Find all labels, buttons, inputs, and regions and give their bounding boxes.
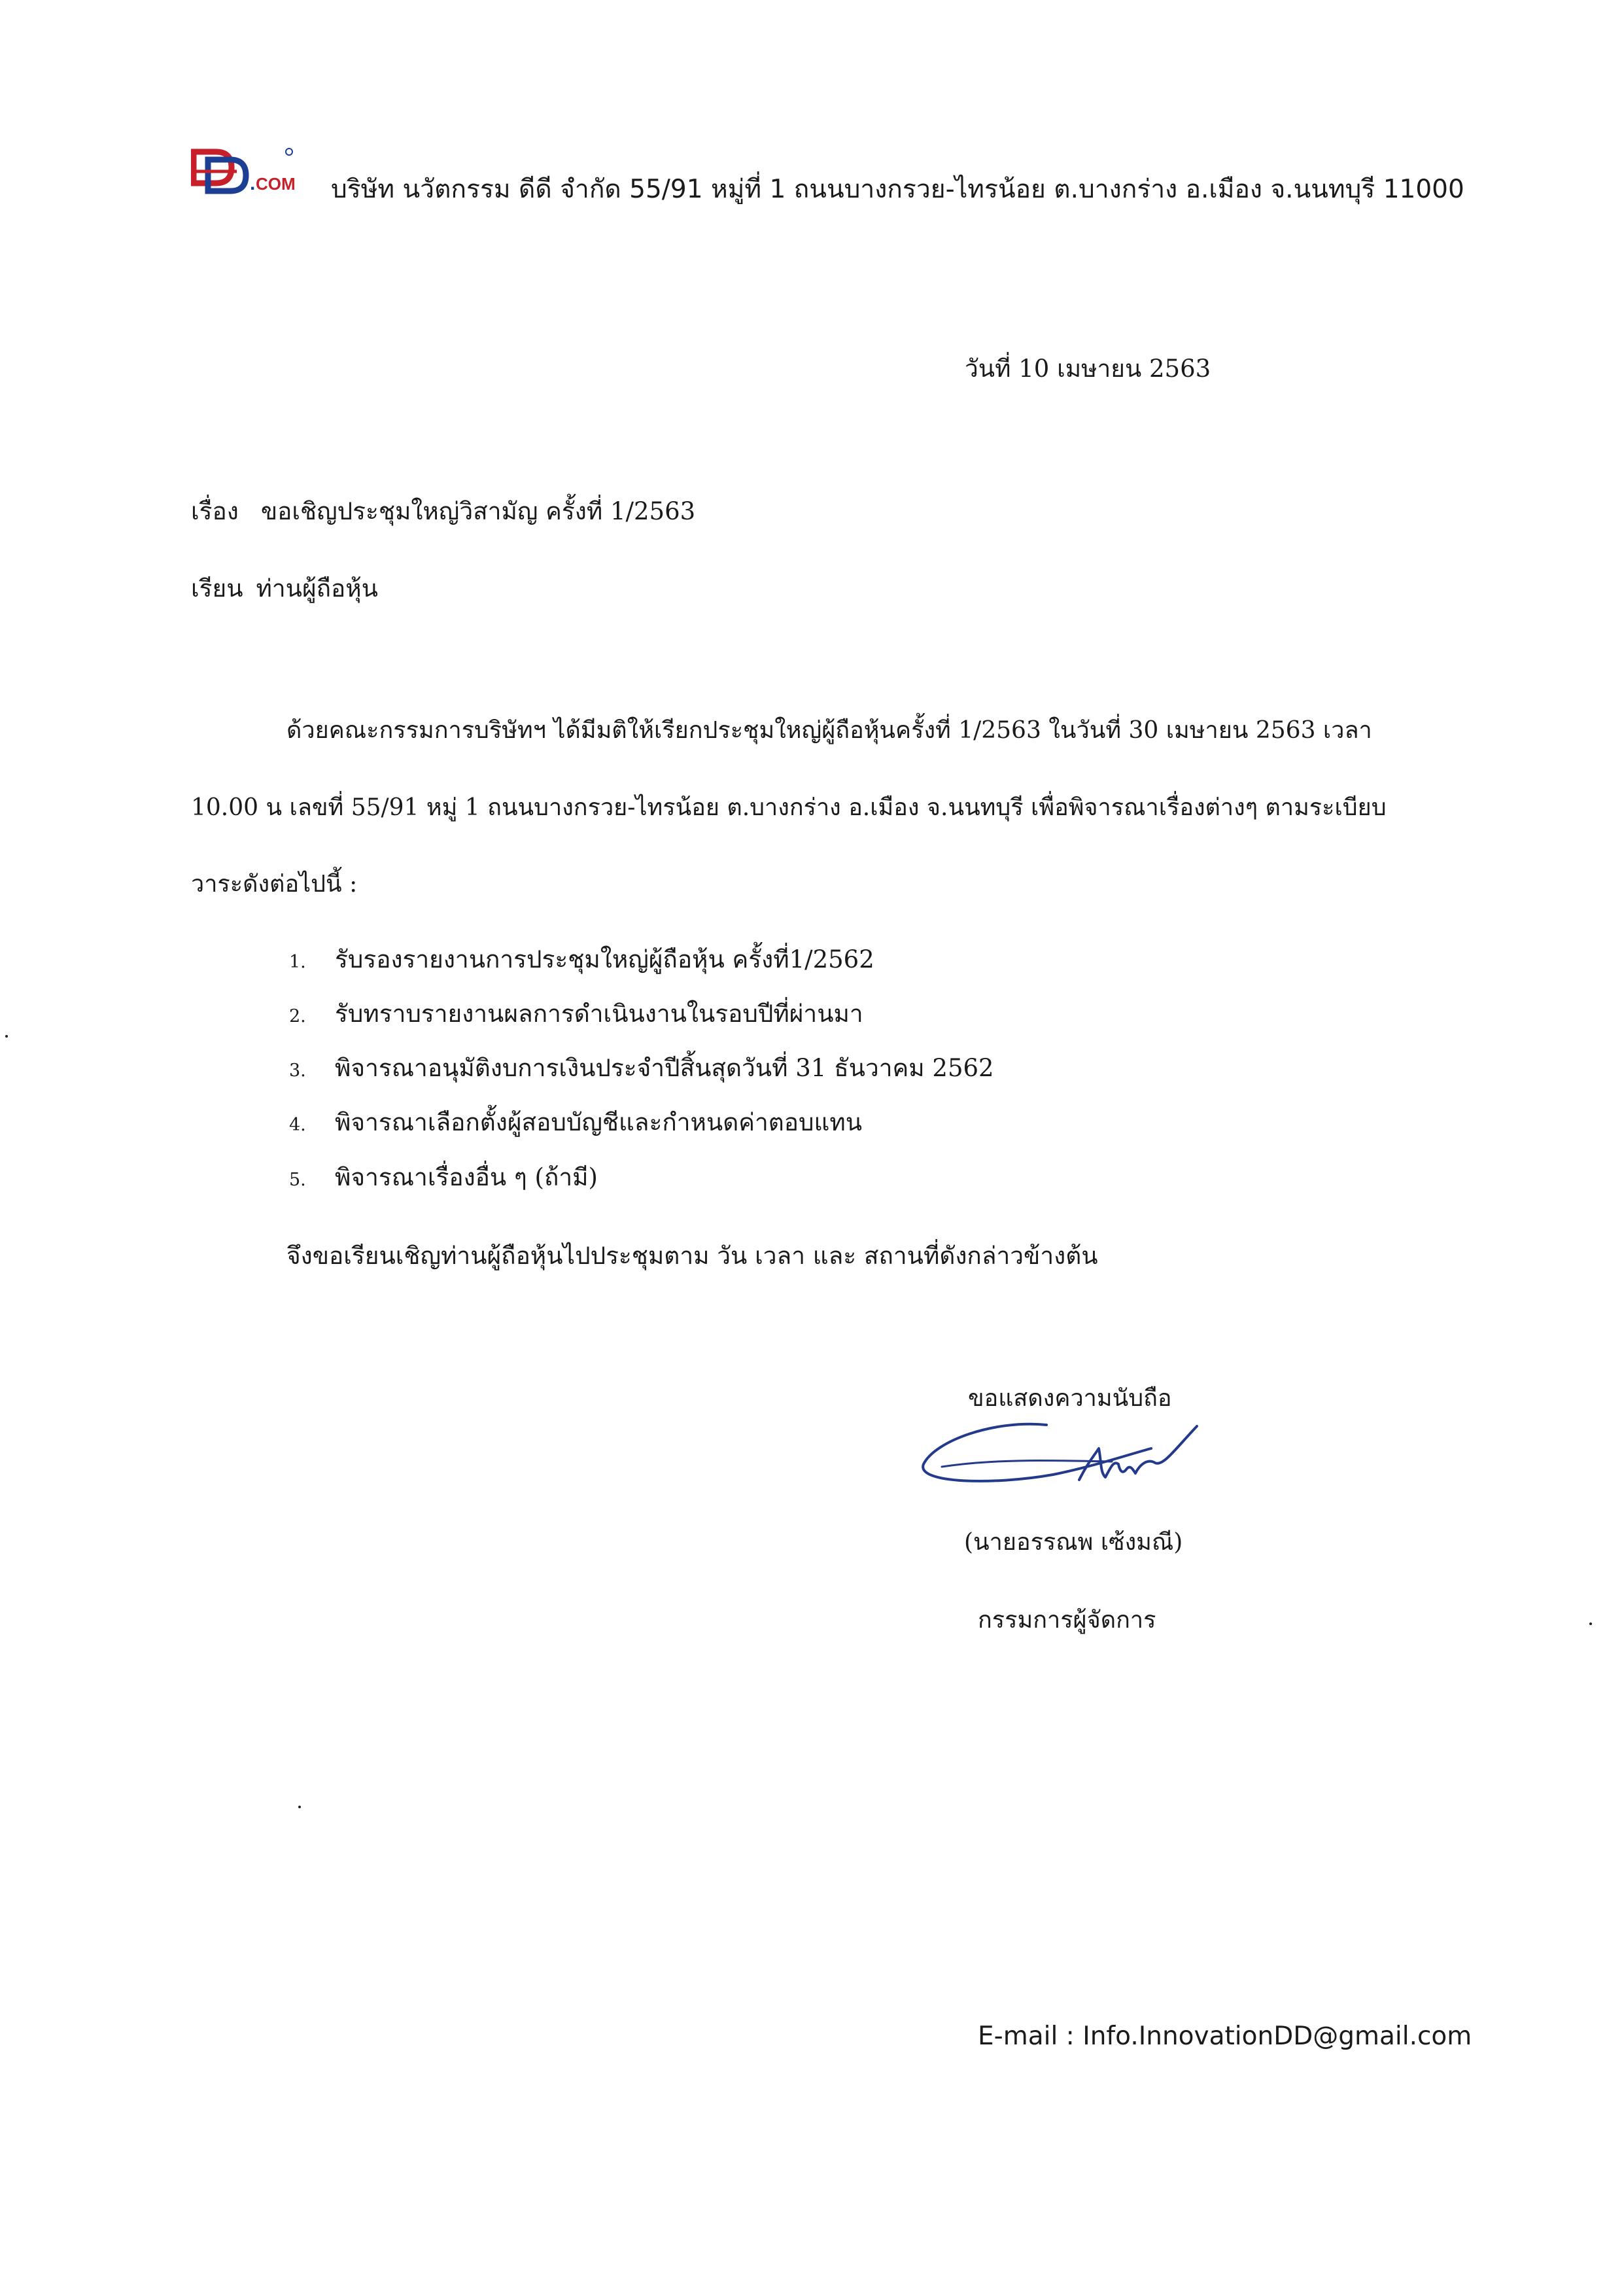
agenda-number: 5. xyxy=(289,1170,306,1190)
agenda-text: รับรองรายงานการประชุมใหญ่ผู้ถือหุ้น ครั้งที่1/2562 xyxy=(335,945,874,973)
scan-speck xyxy=(5,1035,8,1038)
closing-sentence: จึงขอเรียนเชิญท่านผู้ถือหุ้นไปประชุมตาม วัน เวลา และ สถานที่ดังกล่าวข้างต้น xyxy=(286,1242,1098,1270)
document-date: วันที่ 10 เมษายน 2563 xyxy=(965,355,1211,383)
signer-name: (นายอรรณพ เซ้งมณี) xyxy=(964,1529,1183,1556)
recipient-line xyxy=(191,569,378,608)
signature-icon xyxy=(916,1407,1223,1505)
subject-line xyxy=(191,492,695,531)
signer-position: กรรมการผู้จัดการ xyxy=(978,1607,1156,1634)
body-paragraph-line-1: ด้วยคณะกรรมการบริษัทฯ ได้มีมติให้เรียกประชุมใหญ่ผู้ถือหุ้นครั้งที่ 1/2563 ในวันที่ 30 เมษายน 2563 เวลา xyxy=(286,717,1372,744)
agenda-number: 4. xyxy=(289,1115,306,1135)
regards-line: ขอแสดงความนับถือ xyxy=(968,1385,1172,1412)
agenda-number: 1. xyxy=(289,952,306,972)
recipient-label: เรียน xyxy=(191,574,243,603)
svg-text:COM: COM xyxy=(256,174,296,194)
agenda-number: 3. xyxy=(289,1060,306,1081)
agenda-item xyxy=(289,940,874,979)
company-logo xyxy=(191,143,303,196)
subject-label: เรื่อง xyxy=(191,497,239,525)
agenda-number: 2. xyxy=(289,1006,306,1026)
agenda-item xyxy=(289,1158,598,1197)
handwritten-signature xyxy=(916,1407,1223,1505)
agenda-text: พิจารณาเลือกตั้งผู้สอบบัญชีและกำหนดค่าตอบแทน xyxy=(335,1108,863,1136)
agenda-item xyxy=(289,994,863,1033)
scan-speck xyxy=(1589,1622,1592,1625)
svg-text:.: . xyxy=(250,173,256,194)
agenda-item xyxy=(289,1049,994,1087)
contact-email: E-mail : Info.InnovationDD@gmail.com xyxy=(978,2022,1472,2051)
agenda-item xyxy=(289,1103,862,1142)
agenda-text: รับทราบรายงานผลการดำเนินงานในรอบปีที่ผ่านมา xyxy=(335,1000,863,1028)
recipient-text: ท่านผู้ถือหุ้น xyxy=(256,574,378,603)
agenda-text: พิจารณาอนุมัติงบการเงินประจำปีสิ้นสุดวันที่ 31 ธันวาคม 2562 xyxy=(335,1054,994,1082)
body-paragraph-line-3: วาระดังต่อไปนี้ : xyxy=(191,871,358,898)
body-paragraph-line-2: 10.00 น เลขที่ 55/91 หมู่ 1 ถนนบางกรวย-ไทรน้อย ต.บางกร่าง อ.เมือง จ.นนทบุรี เพื่อพิจารณาเรื่องต่างๆ ตามระเบียบ xyxy=(191,794,1387,821)
company-address-line: บริษัท นวัตกรรม ดีดี จำกัด 55/91 หมู่ที่ 1 ถนนบางกรวย-ไทรน้อย ต.บางกร่าง อ.เมือง จ.นนทบุรี 11000 xyxy=(331,175,1464,204)
subject-text: ขอเชิญประชุมใหญ่วิสามัญ ครั้งที่ 1/2563 xyxy=(260,497,696,525)
dd-logo-icon xyxy=(191,143,303,196)
agenda-text: พิจารณาเรื่องอื่น ๆ (ถ้ามี) xyxy=(335,1163,598,1191)
scan-speck xyxy=(298,1806,301,1808)
